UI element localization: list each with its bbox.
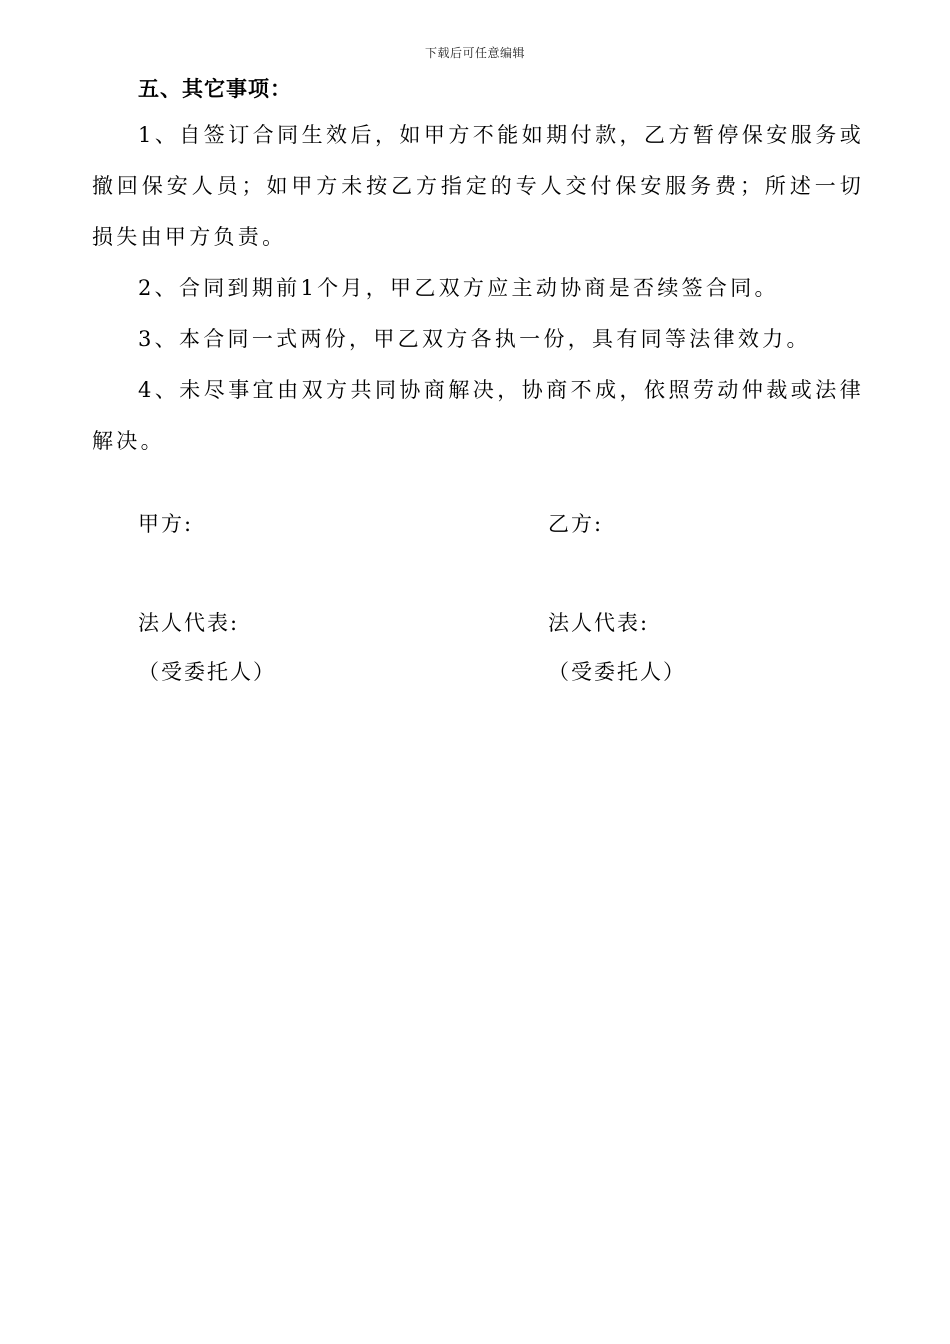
- party-a-label: 甲方:: [138, 512, 194, 536]
- signature-party-row: [138, 508, 858, 538]
- signature-proxy-row: [138, 656, 858, 686]
- term-item-3: 3、本合同一式两份，甲乙双方各执一份，具有同等法律效力。: [138, 327, 811, 351]
- party-b-label: 乙方:: [548, 512, 604, 536]
- section-heading: 五、其它事项：: [138, 76, 292, 101]
- party-b-proxy-label: （受委托人）: [548, 660, 686, 684]
- term-item-1: 1、自签订合同生效后，如甲方不能如期付款，乙方暂停保安服务或撤回保安人员；如甲方未按乙方指定的专人交付保安服务费；所述一切损失由甲方负责。: [92, 123, 864, 249]
- page-header-note: 下载后可任意编辑: [424, 46, 525, 60]
- signature-representative-row: [138, 607, 858, 637]
- party-a-representative-label: 法人代表:: [138, 611, 240, 635]
- contract-terms-section: [92, 72, 864, 467]
- party-a-proxy-label: （受委托人）: [138, 660, 276, 684]
- term-item-2: 2、合同到期前1个月，甲乙双方应主动协商是否续签合同。: [138, 276, 779, 300]
- term-item-4: 4、未尽事宜由双方共同协商解决，协商不成，依照劳动仲裁或法律解决。: [92, 378, 864, 453]
- party-b-representative-label: 法人代表:: [548, 611, 650, 635]
